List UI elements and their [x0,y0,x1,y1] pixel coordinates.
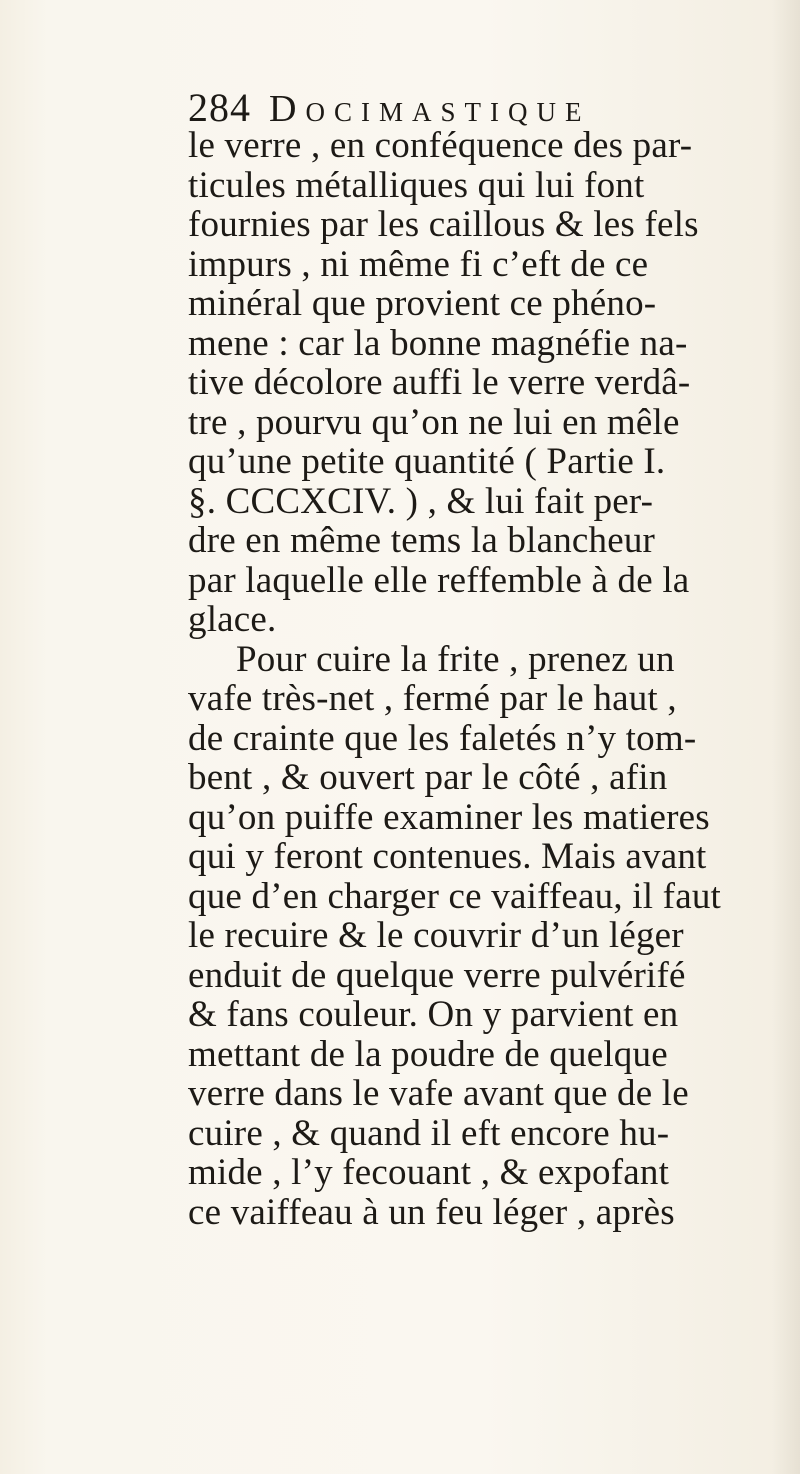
text-line: verre dans le vafe avant que de le [188,1073,689,1114]
text-line: le verre , en conféquence des par- [188,125,693,166]
page-number: 284 [188,85,251,130]
text-line: le recuire & le couvrir d’un léger [188,915,684,956]
text-line: que d’en charger ce vaiffeau, il faut [188,875,722,917]
text-line: bent , & ouvert par le côté , afin [188,757,668,798]
body-text [188,126,788,1232]
text-line: ce vaiffeau à un feu léger , après [188,1191,675,1233]
text-line: vafe très-net , fermé par le haut , [188,678,677,719]
text-line: mide , l’y fecouant , & expofant [188,1152,670,1193]
text-line: qu’une petite quantité ( Partie I. [188,441,666,482]
paragraph-start-line: Pour cuire la frite , prenez un [236,638,675,680]
text-line: §. CCCXCIV. ) , & lui fait per- [188,480,654,522]
text-line: cuire , & quand il eft encore hu- [188,1112,670,1154]
text-line: qui y feront contenues. Mais avant [188,836,707,877]
text-line: de crainte que les faletés n’y tom- [188,717,697,759]
text-line: mettant de la poudre de quelque [188,1033,668,1075]
text-line: tre , pourvu qu’on ne lui en mêle [188,401,680,443]
text-line: enduit de quelque verre pulvérifé [188,954,686,996]
text-line: tive décolore auffi le verre verdâ- [188,362,691,403]
text-line: qu’on puiffe examiner les matieres [188,796,710,838]
text-line: mene : car la bonne magnéfie na- [188,322,688,364]
text-line: glace. [188,599,277,640]
text-line: & fans couleur. On y parvient en [188,994,679,1035]
text-line: minéral que provient ce phéno- [188,283,657,324]
text-line: dre en même tems la blancheur [188,520,656,561]
running-title: Docimastique [269,88,591,130]
text-line: ticules métalliques qui lui font [188,164,645,206]
text-line: impurs , ni même fi c’eft de ce [188,243,649,285]
text-line: par laquelle elle reffemble à de la [188,559,690,601]
text-line: fournies par les caillous & les fels [188,204,699,245]
